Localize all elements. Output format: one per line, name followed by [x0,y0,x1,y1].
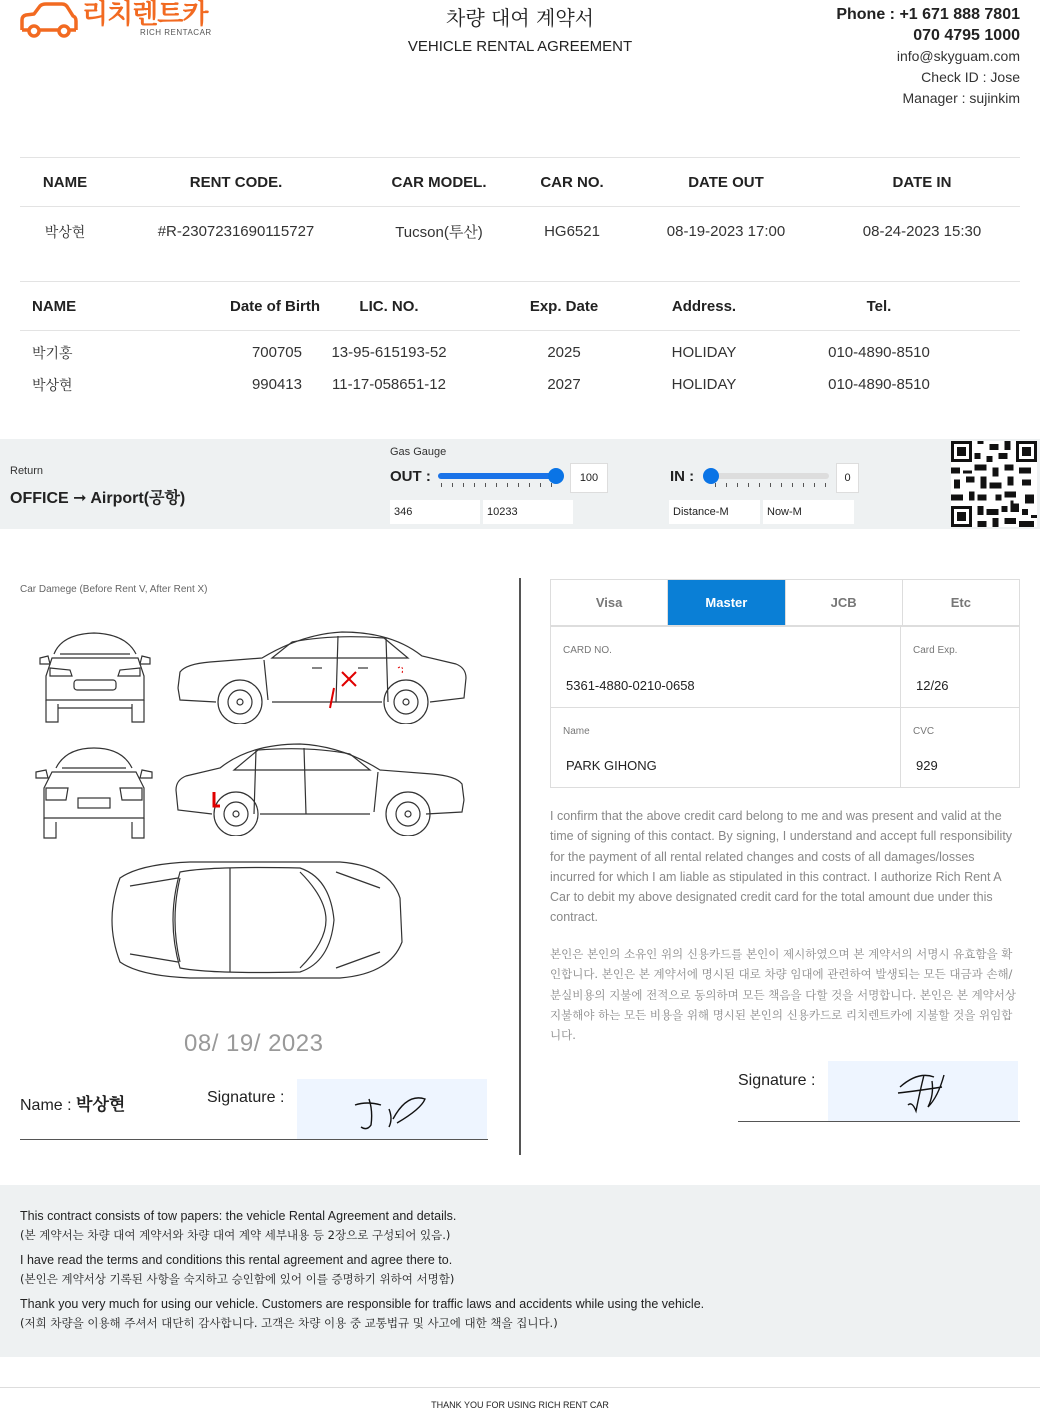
rent-code: #R-2307231690115727 [157,223,315,241]
card-signature-label: Signature : [738,1072,816,1089]
driver-name: 박상현 [32,377,73,394]
signature-label: Signature : [207,1089,285,1106]
table-row [20,331,1020,367]
driver-dob: 990413 [251,376,302,393]
renter-name-row [20,1090,125,1115]
car-number: HG6521 [544,223,600,241]
card-signature-line [738,1121,1020,1122]
note-ko: (저희 차량을 이용해 주셔서 대단히 감사합니다. 고객은 차량 이용 중 교통법규 및 사고에 대한 책을 집니다.) [20,1316,558,1330]
col-header: NAME [20,158,110,207]
driver-tel: 010-4890-8510 [828,376,930,393]
logo-subtitle: RICH RENTACAR [140,28,212,37]
license-exp: 2027 [547,376,581,393]
distance-in-field[interactable]: Distance-M [669,500,760,524]
car-rear-view-icon [32,744,158,844]
col-header: CAR MODEL. [362,158,516,207]
driver-dob: 700705 [251,344,302,362]
gas-in-ticks [715,483,827,487]
phone-number: Phone : +1 671 888 7801 [836,6,1020,23]
card-signature-pad[interactable] [828,1061,1018,1121]
card-consent-ko: 본인은 본인의 소유인 위의 신용카드를 본인이 제시하였으며 본 계약서의 서명시 유효함을 확인합니다. 본인은 본 계약서에 명시된 대로 차량 임대에 관련하여 발생되는 모든 대금과 손해/분실비용의 지불에 전적으로 동의하며 모든 책음을 다할 것을 서명합니다. 본인은 본 계약서상 지불해야 하는 모든 비용을 위해 명시된 본인의 신용카드로 리치렌트카에 지불할 것을 위임합니다. [550,947,1017,1043]
table-row [20,207,1020,257]
name-label: Name : [20,1097,72,1114]
card-no-label: CARD NO. [563,645,612,656]
col-header: Exp. Date [458,282,670,331]
renter-signature-image [297,1079,487,1139]
note-item [20,1207,1020,1245]
car-side-view-right-icon [172,740,470,836]
card-holder-row [550,707,1020,788]
gas-out-ticks [441,483,553,487]
col-header: NAME [20,282,90,331]
distance-out-field[interactable]: 346 [390,500,480,524]
gas-out-slider[interactable] [438,473,556,479]
card-number-field[interactable] [551,627,901,707]
gas-out-knob[interactable] [548,468,564,484]
tab-etc[interactable]: Etc [903,580,1019,625]
gauge-band [0,439,1040,529]
renter-name: 박상현 [44,224,86,241]
card-signature-image [828,1061,1018,1121]
col-header: LIC. NO. [320,282,458,331]
renter-signed-name: 박상현 [76,1095,126,1115]
date-in: 08-24-2023 15:30 [862,223,982,241]
now-in-field[interactable]: Now-M [763,500,854,524]
date-out: 08-19-2023 17:00 [666,223,786,241]
card-number-value: 5361-4880-0210-0658 [566,678,695,693]
gas-in-knob[interactable] [703,468,719,484]
email-address: info@skyguam.com [896,48,1020,64]
note-en: This contract consists of tow papers: the vehicle Rental Agreement and details. [20,1209,457,1223]
card-exp-label: Card Exp. [913,645,958,656]
contact-info [836,4,1020,109]
damage-label: Car Damege (Before Rent V, After Rent X) [20,584,208,595]
qr-code-icon [950,441,1038,527]
footer-divider [0,1387,1040,1388]
check-id: Check ID : Jose [921,69,1020,85]
phone-number-2: 070 4795 1000 [913,27,1020,44]
note-ko: (본인은 계약서상 기록된 사항을 숙지하고 승인함에 있어 이를 증명하기 위하여 서명함) [20,1272,455,1286]
table-row [20,367,1020,403]
driver-license: 13-95-615193-52 [331,344,447,362]
col-header: Address. [670,282,738,331]
holder-name-value: PARK GIHONG [566,758,657,773]
col-header: DATE OUT [628,158,824,207]
cvc-value: 929 [916,758,938,773]
section-divider [519,578,521,1155]
drivers-table-header [20,282,1020,331]
manager-name: Manager : sujinkim [902,90,1020,106]
renter-signature-pad[interactable] [297,1079,487,1139]
return-route: OFFICE ➞ Airport(공항) [10,490,186,507]
drivers-table [20,281,1020,403]
holder-name-label: Name [563,726,590,737]
card-number-row [550,626,1020,708]
card-consent-en: I confirm that the above credit card belong to me and was present and valid at the time of signing of this contact. By signing, I understand and accept full responsibility for the payment of all rental related changes and costs of all damages/losses incurred for which I am liable as stipulated in this contract. I authorize Rich Rent A Car to debit my above designated credit card for the total amount due under this contract. [550,809,1013,925]
cvc-field[interactable] [901,708,1019,787]
gas-gauge-label: Gas Gauge [390,446,447,458]
rental-table [20,157,1020,257]
driver-name: 박기홍 [32,345,73,362]
col-header: RENT CODE. [110,158,362,207]
note-en: I have read the terms and conditions this rental agreement and agree there to. [20,1253,453,1267]
col-header: Tel. [738,282,1020,331]
return-label: Return [10,465,44,477]
car-front-view-icon [32,628,158,728]
col-header: CAR NO. [516,158,628,207]
logo-text: 리치렌트카 [82,0,208,30]
gas-in-value[interactable]: 0 [836,463,859,493]
tab-visa[interactable]: Visa [551,580,668,625]
card-holder-field[interactable] [551,708,901,787]
tab-jcb[interactable]: JCB [786,580,903,625]
card-type-tabs [550,579,1020,626]
terms-notes [0,1185,1040,1357]
card-exp-value: 12/26 [916,678,949,693]
gas-out-label: OUT : [390,468,431,485]
page-title-en: VEHICLE RENTAL AGREEMENT [407,38,633,55]
tab-master[interactable]: Master [668,580,785,625]
rental-table-header [20,158,1020,207]
driver-tel: 010-4890-8510 [828,344,930,362]
driver-address: HOLIDAY [671,376,737,393]
car-model: Tucson(투산) [395,224,483,242]
gas-out-fill [438,473,556,479]
col-header: DATE IN [824,158,1020,207]
gas-out-value[interactable]: 100 [570,463,608,493]
note-ko: (본 계약서는 차량 대여 계약서와 차량 대여 계약 세부내용 등 2장으로 구성되어 있음.) [20,1228,451,1242]
license-exp: 2025 [547,344,581,362]
col-header: Date of Birth [90,282,320,331]
now-out-field[interactable]: 10233 [483,500,573,524]
car-side-view-left-icon [172,628,470,724]
driver-license: 11-17-058651-12 [332,376,446,393]
car-top-view-icon [100,858,406,982]
page-title-ko: 차량 대여 계약서 [446,6,594,30]
card-exp-field[interactable] [901,627,1019,707]
footer-text: THANK YOU FOR USING RICH RENT CAR [431,1400,609,1410]
signature-line [20,1139,488,1140]
gas-in-label: IN : [670,468,695,485]
gas-in-slider[interactable] [711,473,829,479]
note-en: Thank you very much for using our vehicle. Customers are responsible for traffic laws and accidents while using the vehicle. [20,1297,705,1311]
cvc-label: CVC [913,726,935,737]
contract-date: 08/ 19/ 2023 [184,1030,324,1057]
driver-address: HOLIDAY [671,344,737,362]
note-item [20,1295,1020,1333]
note-item [20,1251,1020,1289]
